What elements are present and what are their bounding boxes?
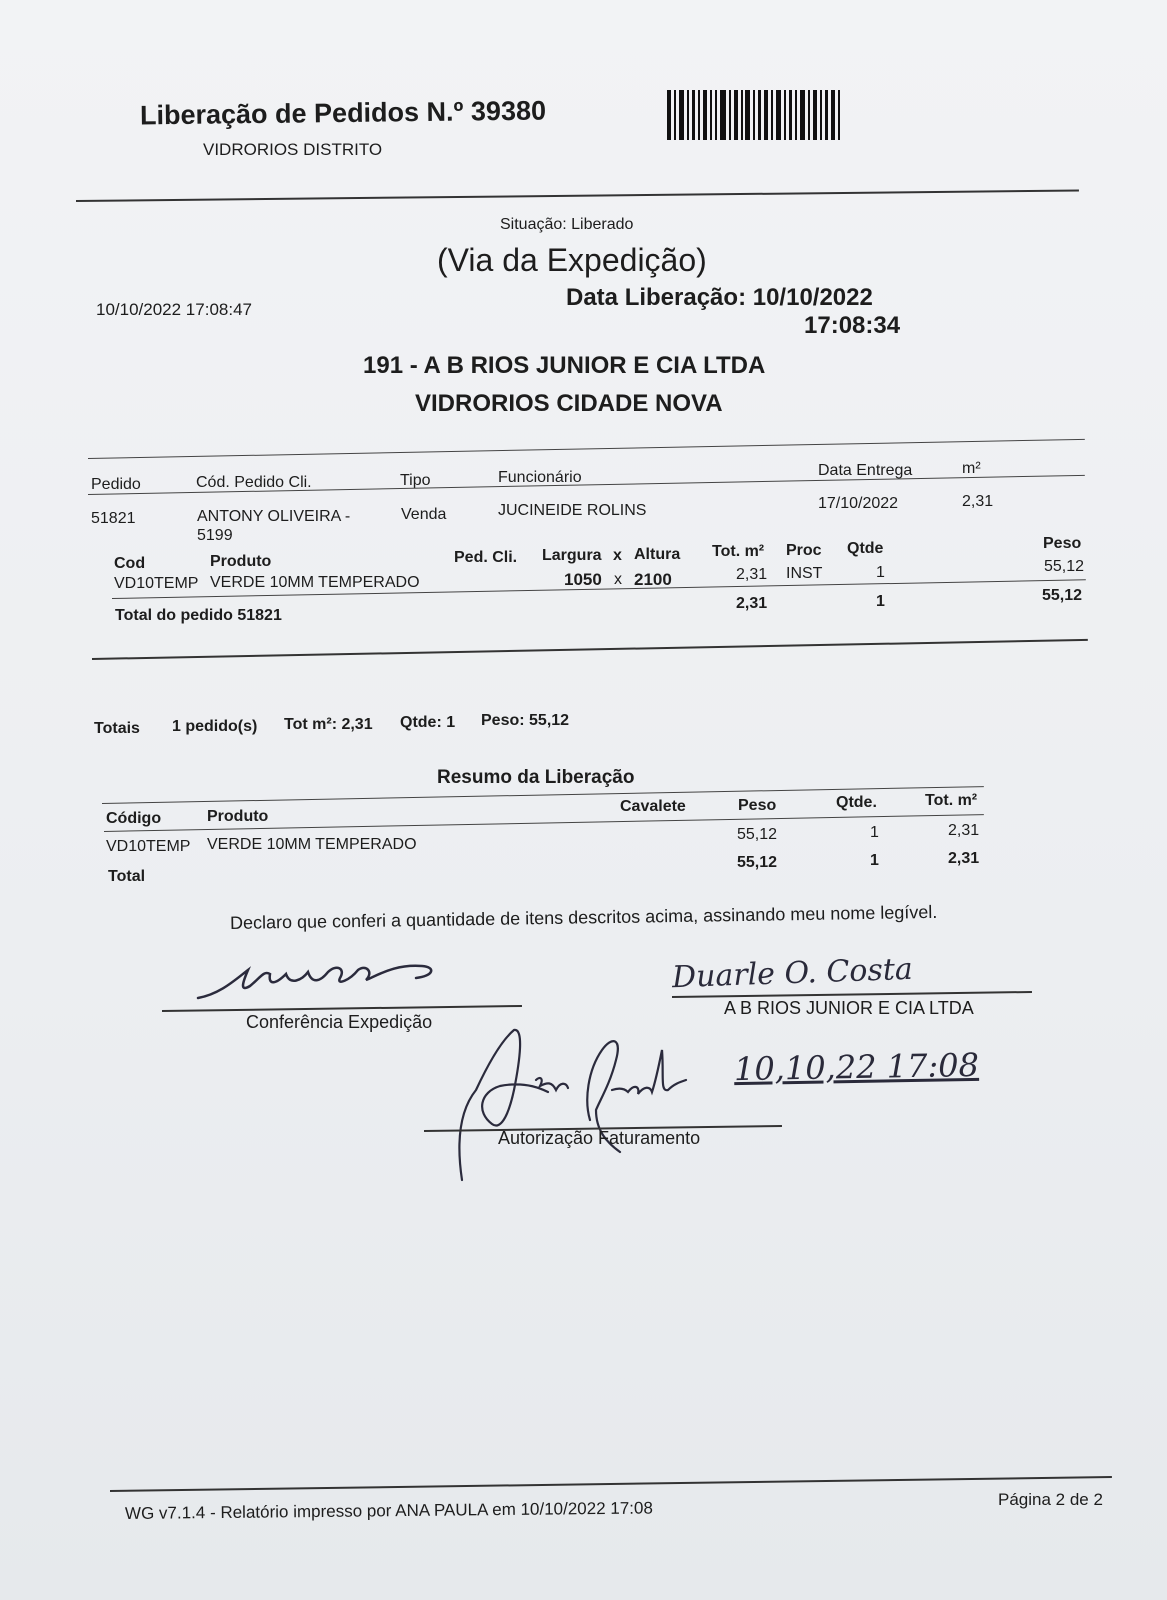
summary-header-qtde: Qtde. (836, 794, 877, 811)
item-header-ped-cli: Ped. Cli. (454, 549, 518, 566)
footer-report-info: WG v7.1.4 - Relatório impresso por ANA PAULA em 10/10/2022 17:08 (124, 1498, 653, 1523)
conferencia-signature (190, 950, 460, 1010)
order-funcionario: JUCINEIDE ROLINS (498, 502, 647, 519)
item-header-largura: Largura (542, 547, 602, 564)
item-produto: VERDE 10MM TEMPERADO (210, 574, 420, 591)
summary-title: Resumo da Liberação (437, 767, 635, 788)
release-date: Data Liberação: 10/10/2022 (566, 284, 873, 311)
summary-header-produto: Produto (207, 808, 269, 825)
item-altura: 2100 (634, 570, 672, 589)
summary-row-tot-m2: 2,31 (948, 822, 980, 839)
item-cod: VD10TEMP (114, 575, 199, 592)
col-header-m2: m² (962, 460, 981, 477)
col-header-funcionario: Funcionário (498, 469, 582, 486)
declaration-text: Declaro que conferi a quantidade de itens descritos acima, assinando meu nome legível. (229, 901, 938, 933)
summary-header-peso: Peso (738, 797, 777, 814)
order-total-peso: 55,12 (1042, 587, 1083, 604)
order-table-top-rule (88, 439, 1085, 459)
summary-total-tot-m2: 2,31 (948, 850, 980, 867)
totals-pedidos: 1 pedido(s) (172, 718, 258, 735)
totals-qtde: Qtde: 1 (400, 714, 456, 731)
item-tot-m2: 2,31 (736, 566, 768, 583)
item-peso: 55,12 (1044, 558, 1085, 575)
order-cod-pedido-cli: ANTONY OLIVEIRA - (197, 508, 351, 525)
item-header-x: x (613, 547, 622, 564)
barcode (667, 88, 847, 142)
order-data-entrega: 17/10/2022 (818, 495, 899, 512)
col-header-data-entrega: Data Entrega (818, 462, 913, 479)
summary-row-peso: 55,12 (737, 826, 778, 843)
release-time: 17:08:34 (804, 312, 901, 339)
col-header-cod-pedido-cli: Cód. Pedido Cli. (196, 474, 312, 491)
conferencia-label: Conferência Expedição (246, 1012, 433, 1032)
company-name: VIDRORIOS DISTRITO (203, 140, 383, 159)
item-header-cod: Cod (114, 555, 146, 572)
summary-total-label: Total (108, 868, 146, 885)
item-header-peso: Peso (1043, 535, 1082, 552)
header-divider (76, 189, 1079, 202)
order-tipo: Venda (401, 506, 447, 523)
order-total-m2: 2,31 (736, 595, 768, 612)
totals-label: Totais (94, 720, 140, 737)
order-cod-pedido-cli-cont: 5199 (197, 527, 233, 544)
item-header-altura: Altura (634, 546, 681, 563)
summary-row-qtde: 1 (870, 824, 879, 841)
summary-total-peso: 55,12 (737, 854, 778, 871)
client-name: 191 - A B RIOS JUNIOR E CIA LTDA (363, 352, 766, 379)
print-datetime: 10/10/2022 17:08:47 (96, 300, 252, 319)
client-handwritten-datetime: 10,10,22 17:08 (733, 1045, 980, 1089)
order-total-label: Total do pedido 51821 (115, 607, 282, 624)
col-header-tipo: Tipo (400, 472, 431, 489)
summary-header-cavalete: Cavalete (620, 798, 686, 815)
order-table-bottom-rule (92, 639, 1088, 660)
item-proc: INST (786, 565, 823, 582)
order-total-qtde: 1 (876, 593, 885, 610)
document-title: Liberação de Pedidos N.º 39380 (139, 95, 547, 131)
item-largura: 1050 (564, 570, 602, 589)
order-pedido: 51821 (91, 510, 136, 527)
summary-row-codigo: VD10TEMP (106, 838, 191, 855)
copy-label: (Via da Expedição) (437, 242, 707, 278)
client-handwritten-name: Duarle O. Costa (671, 951, 914, 996)
summary-total-qtde: 1 (870, 852, 879, 869)
totals-tot-m2: Tot m²: 2,31 (284, 716, 373, 733)
summary-header-tot-m2: Tot. m² (925, 792, 978, 809)
order-m2: 2,31 (962, 493, 994, 510)
autorizacao-label: Autorização Faturamento (498, 1128, 701, 1148)
totals-peso: Peso: 55,12 (481, 712, 570, 729)
col-header-pedido: Pedido (91, 476, 141, 493)
summary-row-produto: VERDE 10MM TEMPERADO (207, 836, 417, 853)
footer-rule (110, 1476, 1112, 1492)
item-x: x (614, 571, 622, 588)
summary-header-codigo: Código (106, 810, 162, 827)
footer-page-number: Página 2 de 2 (998, 1490, 1103, 1509)
item-header-produto: Produto (210, 553, 272, 570)
item-header-proc: Proc (786, 542, 822, 559)
item-header-tot-m2: Tot. m² (712, 543, 765, 560)
client-signature-label: A B RIOS JUNIOR E CIA LTDA (724, 998, 974, 1018)
item-qtde: 1 (876, 564, 885, 581)
client-branch: VIDRORIOS CIDADE NOVA (415, 390, 723, 417)
item-header-qtde: Qtde (847, 540, 884, 557)
status-text: Situação: Liberado (500, 216, 634, 233)
autorizacao-signature (440, 1020, 710, 1190)
